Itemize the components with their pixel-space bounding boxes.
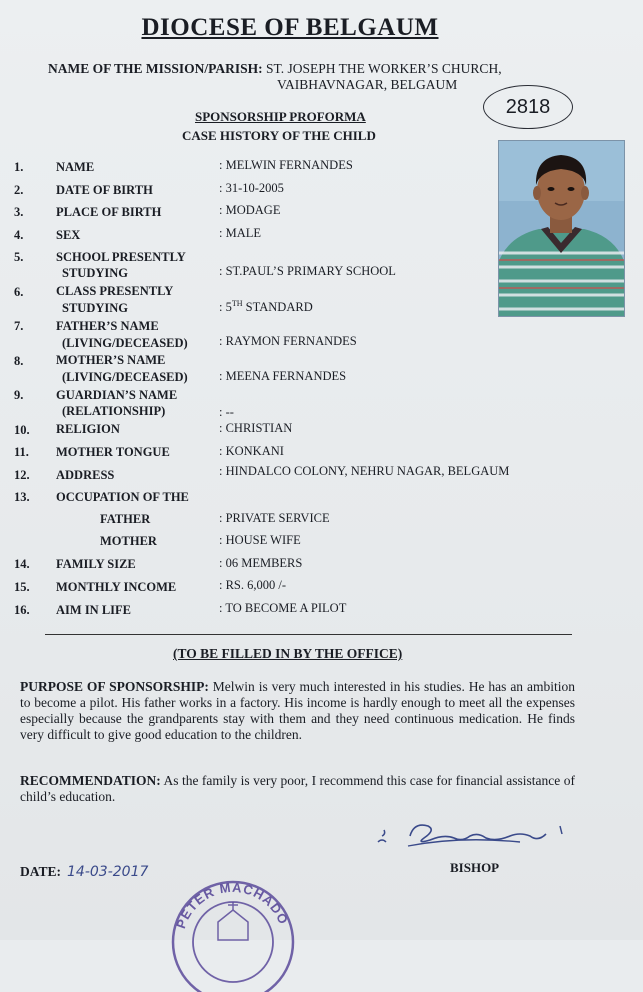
field-number: 9. [14, 388, 24, 402]
field-label: PLACE OF BIRTH [56, 205, 162, 219]
field-value: : PRIVATE SERVICE [219, 511, 330, 525]
field-number: 15. [14, 580, 30, 594]
field-value-part: STANDARD [242, 300, 313, 315]
field-number: 4. [14, 228, 24, 242]
purpose-paragraph [20, 679, 575, 743]
field-value: : 31-10-2005 [219, 181, 284, 195]
field-label: NAME [56, 160, 95, 174]
field-value: : RAYMON FERNANDES [219, 334, 357, 348]
field-value: : HINDALCO COLONY, NEHRU NAGAR, BELGAUM [219, 464, 510, 478]
field-value: : MALE [219, 226, 262, 240]
field-label-continued: (RELATIONSHIP) [62, 404, 166, 418]
field-number: 1. [14, 160, 24, 174]
field-value: : MELWIN FERNANDES [219, 158, 353, 172]
field-number: 6. [14, 285, 24, 299]
field-value: : RS. 6,000 /- [219, 578, 287, 592]
field-label: FATHER [100, 512, 151, 526]
field-label: GUARDIAN’S NAME [56, 388, 178, 402]
field-label: MONTHLY INCOME [56, 580, 177, 594]
field-label: MOTHER [100, 534, 157, 548]
child-photo-illustration [499, 141, 624, 316]
field-value: : ST.PAUL’S PRIMARY SCHOOL [219, 264, 396, 278]
field-number: 16. [14, 603, 30, 617]
section-divider [45, 634, 572, 635]
case-number-circle: 2818 [483, 85, 573, 129]
date-label: DATE: [20, 864, 62, 879]
field-value [219, 299, 313, 315]
field-number: 11. [14, 445, 29, 459]
field-number: 8. [14, 354, 24, 368]
diocese-seal-stamp [158, 872, 308, 992]
purpose-label: PURPOSE OF SPONSORSHIP: [20, 679, 209, 694]
field-value: : MEENA FERNANDES [219, 369, 347, 383]
field-label: FATHER’S NAME [56, 319, 159, 333]
form-subheading: CASE HISTORY OF THE CHILD [182, 128, 376, 143]
field-value: : KONKANI [219, 444, 284, 458]
mission-value: ST. JOSEPH THE WORKER’S CHURCH, [266, 61, 502, 76]
field-value-superscript: TH [231, 299, 243, 308]
recommendation-text: As the family is very poor, I recommend this case for financial assistance of child’s education. [20, 773, 575, 804]
field-label: MOTHER’S NAME [56, 353, 166, 367]
recommendation-paragraph [20, 773, 575, 805]
child-photo [498, 140, 625, 317]
signatory-title: BISHOP [450, 860, 500, 875]
field-value: : -- [219, 405, 234, 419]
field-label: CLASS PRESENTLY [56, 284, 174, 298]
field-label-continued: (LIVING/DECEASED) [62, 370, 188, 384]
field-label-continued: STUDYING [62, 266, 128, 280]
field-number: 2. [14, 183, 24, 197]
field-label-continued: (LIVING/DECEASED) [62, 336, 188, 350]
date-value: 14-03-2017 [67, 864, 149, 880]
field-number: 14. [14, 557, 30, 571]
seal-text: PETER MACHADO [173, 879, 292, 931]
date-line [20, 864, 148, 880]
field-value: : HOUSE WIFE [219, 533, 301, 547]
field-value: : TO BECOME A PILOT [219, 601, 347, 615]
field-label: DATE OF BIRTH [56, 183, 153, 197]
office-section-heading: (TO BE FILLED IN BY THE OFFICE) [173, 646, 403, 661]
mission-line [48, 61, 502, 77]
field-value: : MODAGE [219, 203, 281, 217]
field-number: 12. [14, 468, 30, 482]
page-title: DIOCESE OF BELGAUM [141, 14, 439, 41]
field-number: 13. [14, 490, 30, 504]
field-label: RELIGION [56, 422, 120, 436]
field-number: 7. [14, 319, 24, 333]
field-label: AIM IN LIFE [56, 603, 132, 617]
field-label: ADDRESS [56, 468, 115, 482]
field-value: : 06 MEMBERS [219, 556, 303, 570]
field-number: 10. [14, 423, 30, 437]
field-label: FAMILY SIZE [56, 557, 136, 571]
field-label: OCCUPATION OF THE [56, 490, 189, 504]
field-label: SCHOOL PRESENTLY [56, 250, 186, 264]
recommendation-label: RECOMMENDATION: [20, 773, 161, 788]
bishop-signature [370, 812, 580, 862]
mission-value-line2: VAIBHAVNAGAR, BELGAUM [277, 77, 458, 92]
field-label: MOTHER TONGUE [56, 445, 170, 459]
mission-label: NAME OF THE MISSION/PARISH: [48, 61, 263, 76]
field-label-continued: STUDYING [62, 301, 128, 315]
form-subtitle: SPONSORSHIP PROFORMA [195, 109, 366, 124]
field-number: 3. [14, 205, 24, 219]
purpose-text: Melwin is very much interested in his studies. He has an ambition to become a pilot. His father works in a factory. His income is hardly enough to meet all the expenses especially because the grandparents stay with them and they need continuous medication. He finds very difficult to give good education to the children. [20, 679, 575, 742]
field-value-part: : 5 [219, 300, 232, 315]
field-label: SEX [56, 228, 81, 242]
field-number: 5. [14, 250, 24, 264]
field-value: : CHRISTIAN [219, 421, 293, 435]
